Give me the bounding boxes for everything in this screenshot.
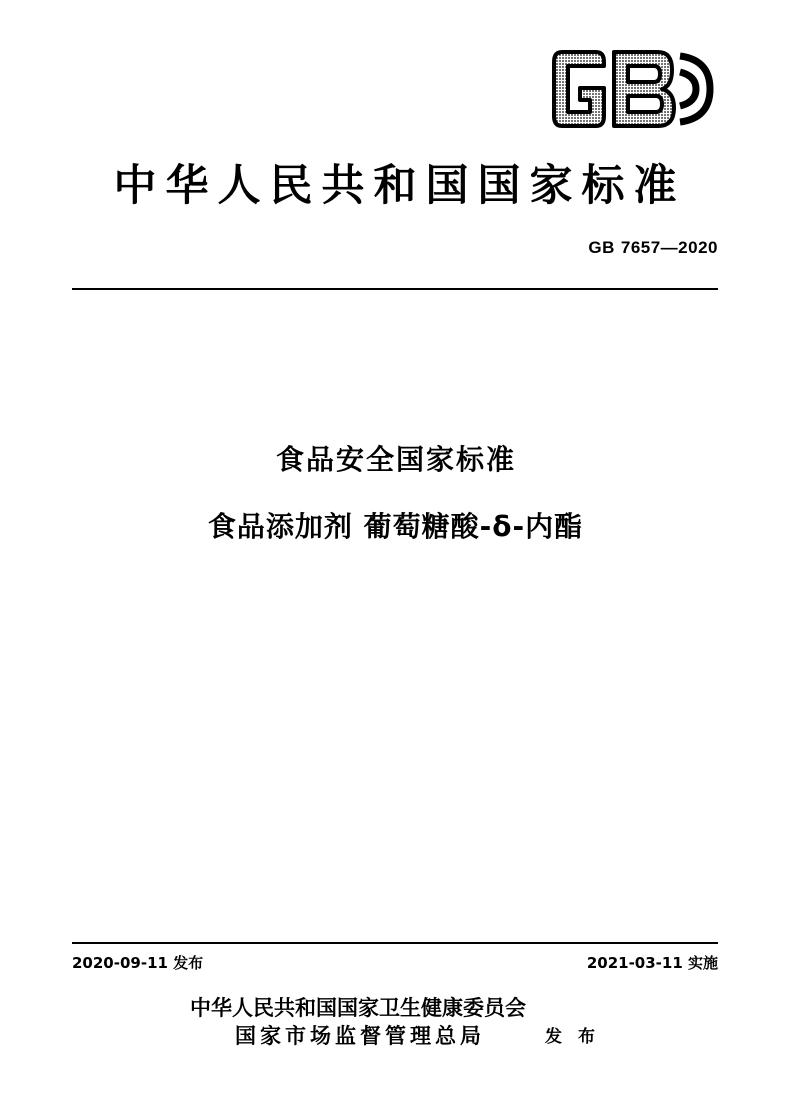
date-row — [72, 952, 718, 973]
footer-divider — [72, 942, 718, 944]
issuer-line-2: 国家市场监督管理总局 — [235, 1023, 486, 1049]
document-title-line-1: 食品安全国家标准 — [275, 443, 516, 476]
gb-national-standard-logo — [550, 48, 718, 130]
header-divider — [72, 288, 718, 290]
document-title-line-2: 食品添加剂 葡萄糖酸-δ-内酯 — [207, 510, 584, 543]
effective-date: 2021-03-11 实施 — [586, 954, 718, 972]
issuer-line-1: 中华人民共和国国家卫生健康委员会 — [190, 995, 527, 1020]
issuer-block — [0, 994, 790, 1051]
national-standard-title: 中华人民共和国国家标准 — [113, 161, 686, 211]
issue-verb: 发 布 — [545, 1026, 600, 1047]
standard-number — [0, 238, 718, 258]
publish-date: 2020-09-11 发布 — [72, 954, 204, 972]
issuer-names — [190, 994, 526, 1051]
standard-number-prefix: GB — [588, 238, 615, 257]
standard-number-value: 7657—2020 — [620, 238, 718, 257]
